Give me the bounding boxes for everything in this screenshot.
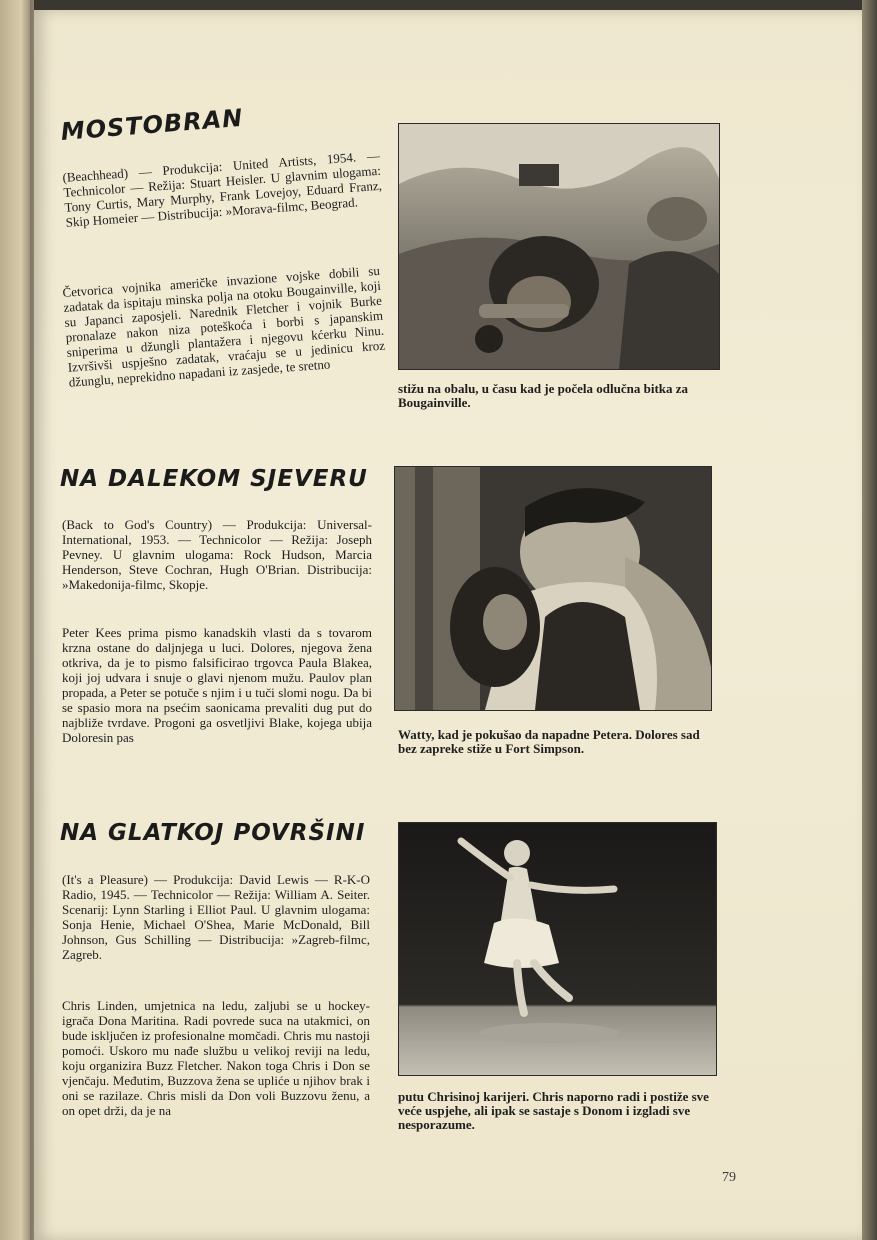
previous-page-edge	[0, 0, 30, 1240]
book-edge	[862, 0, 877, 1240]
article-body: Peter Kees prima pismo kanadskih vlasti da s tovarom krzna ostane do daljnjega u luci. Dolores, njegova žena otkriva, da je to pismo falsificirao trgovca Paula Blakea, koji joj udvara i snuje o glavi njenom mužu. Paulov plan propada, a Peter se potuče s njim i u tuči slomi nogu. Da bi se spasio mora na psećim saonicama prevaliti dug put do najbliže tvrdave. Progoni ga osvetljivi Blake, kojega ubija Doloresin pas	[62, 625, 372, 745]
photo-caption: Watty, kad je pokušao da napadne Petera. Dolores sad bez zapreke stiže u Fort Simpson.	[398, 727, 700, 756]
man-in-fur-coat-photo	[394, 466, 712, 711]
article-title: NA DALEKOM SJEVERU	[60, 466, 368, 492]
article-title: NA GLATKOJ POVRŠINI	[60, 820, 366, 846]
soldiers-in-jungle-photo	[398, 123, 720, 370]
photo-caption: stižu na obalu, u času kad je počela odlučna bitka za Bougainville.	[398, 381, 689, 410]
article-credits: (Beachhead) — Produkcija: United Artists, 1954. — Technicolor — Režija: Stuart Heisler. U glavnim ulogama: Tony Curtis, Mary Murphy, Frank Lovejoy, Eduard Franz, Skip Homeier — Distribucija: »Morava-filmc, Beograd.	[62, 147, 383, 230]
page-number: 79	[722, 1170, 736, 1185]
article-title: MOSTOBRAN	[59, 103, 245, 146]
article-credits: (Back to God's Country) — Produkcija: Universal-International, 1953. — Technicolor — Režija: Joseph Pevney. U glavnim ulogama: Rock Hudson, Marcia Henderson, Steve Cochran, Hugh O'Brian. Distribucija: »Makedonija-filmc, Skopje.	[62, 517, 372, 592]
article-body: Četvorica vojnika američke invazione vojske dobili su zadatak da ispitaju minska polja na otoku Bougainville, koji su Japanci zaposjeli. Narednik Fletcher i vojnik Burke pronalaze nakon niza poteškoća i borbi s japanskim sniperima u džungli plantažera i njegovu kćerku Ninu. Izvršivši uspješno zadatak, vraćaju se u jedinicu kroz džunglu, neprekidno napadani iz zasjede, te sretno	[62, 262, 386, 390]
photo-caption: putu Chrisinoj karijeri. Chris naporno radi i postiže sve veće uspjehe, ali ipak se sastaje s Donom i izgladi sve nesporazume.	[398, 1089, 709, 1132]
figure-skater-photo	[398, 822, 717, 1076]
article-credits: (It's a Pleasure) — Produkcija: David Lewis — R-K-O Radio, 1945. — Technicolor — Režija: William A. Seiter. Scenarij: Lynn Starling i Elliot Paul. U glavnim ulogama: Sonja Henie, Michael O'Shea, Marie McDonald, Bill Johnson, Gus Schilling — Distribucija: »Zagreb-filmc, Zagreb.	[62, 872, 370, 962]
article-body: Chris Linden, umjetnica na ledu, zaljubi se u hockey-igrača Dona Maritina. Radi povrede suca na utakmici, on bude isključen iz profesionalne momčadi. Chris mu nastoji pomoći. Uskoro mu nađe službu u velikoj reviji na ledu, koju organizira Buzz Fletcher. Nakon toga Chris i Don se vjenčaju. Međutim, Buzzova žena se upliće u njihov brak i oni se razilaze. Chris misli da Don voli Buzzovu ženu, a on opet drži, da je na	[62, 998, 370, 1118]
magazine-page	[34, 10, 862, 1240]
